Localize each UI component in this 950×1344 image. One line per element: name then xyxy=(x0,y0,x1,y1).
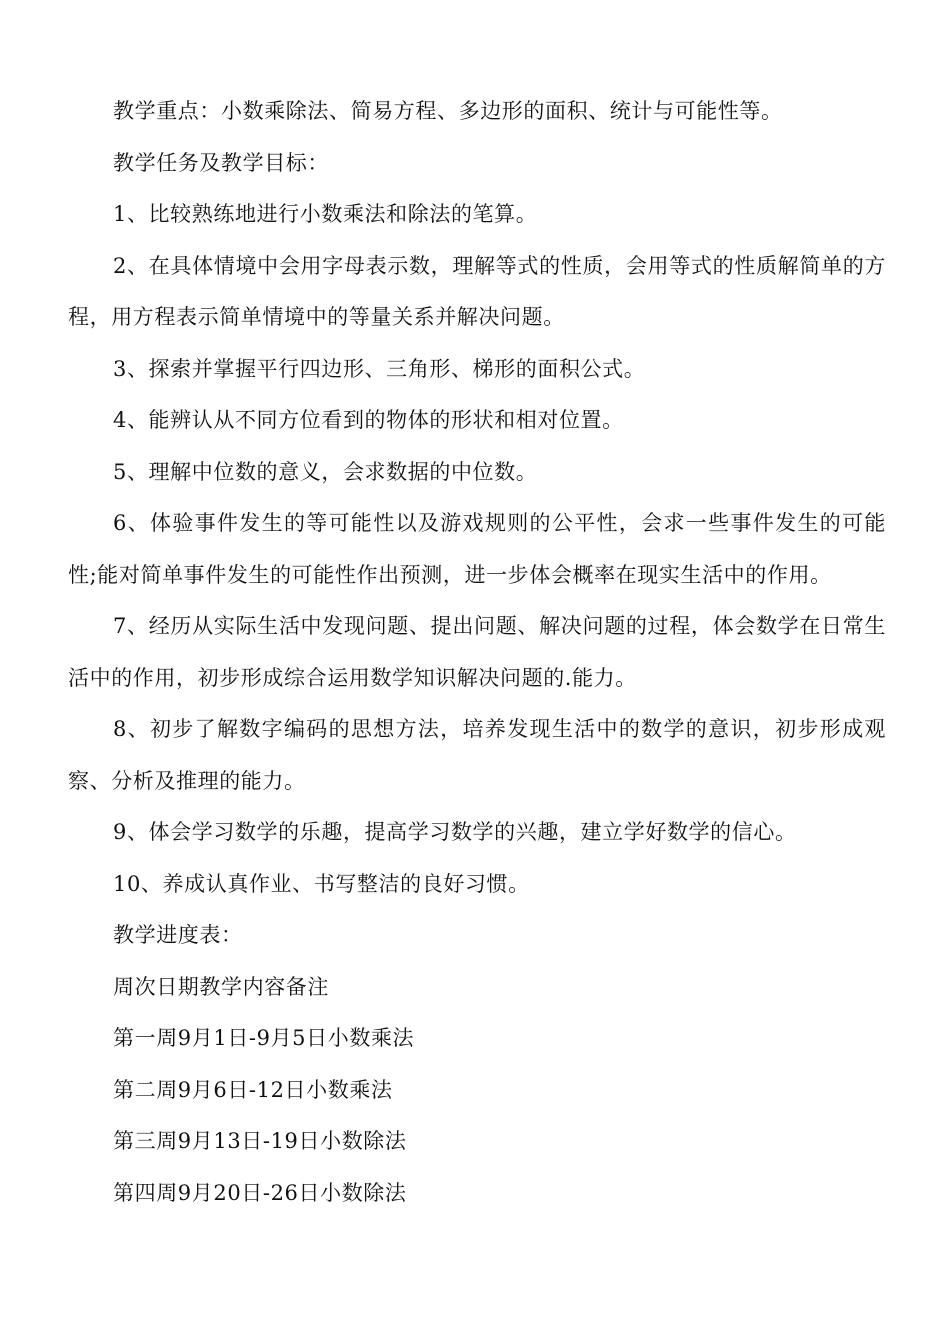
goal-item-7: 7、经历从实际生活中发现问题、提出问题、解决问题的过程，体会数学在日常生活中的作用，初步形成综合运用数学知识解决问题的.能力。 xyxy=(68,614,886,690)
goal-item-6: 6、体验事件发生的等可能性以及游戏规则的公平性，会求一些事件发生的可能性;能对简单事件发生的可能性作出预测，进一步体会概率在现实生活中的作用。 xyxy=(68,511,886,587)
schedule-row-week-2: 第二周9月6日-12日小数乘法 xyxy=(113,1077,393,1102)
schedule-row-week-4: 第四周9月20日-26日小数除法 xyxy=(113,1180,407,1205)
goal-item-10: 10、养成认真作业、书写整洁的良好习惯。 xyxy=(113,871,530,896)
schedule-row-week-3: 第三周9月13日-19日小数除法 xyxy=(113,1129,407,1153)
goal-item-8: 8、初步了解数字编码的思想方法，培养发现生活中的数学的意识，初步形成观察、分析及推理的能力。 xyxy=(68,717,886,793)
goal-item-2: 2、在具体情境中会用字母表示数，理解等式的性质，会用等式的性质解简单的方程，用方程表示简单情境中的等量关系并解决问题。 xyxy=(68,253,886,329)
teaching-goals-heading: 教学任务及教学目标： xyxy=(113,150,329,175)
schedule-header-row: 周次日期教学内容备注 xyxy=(113,974,329,999)
goal-item-5: 5、理解中位数的意义，会求数据的中位数。 xyxy=(113,459,538,484)
goal-item-4: 4、能辨认从不同方位看到的物体的形状和相对位置。 xyxy=(113,408,624,432)
schedule-heading: 教学进度表： xyxy=(113,923,243,947)
teaching-focus-paragraph: 教学重点：小数乘除法、简易方程、多边形的面积、统计与可能性等。 xyxy=(113,99,783,123)
schedule-row-week-1: 第一周9月1日-9月5日小数乘法 xyxy=(113,1026,415,1050)
goal-item-1: 1、比较熟练地进行小数乘法和除法的笔算。 xyxy=(113,202,538,226)
document-body xyxy=(68,86,886,1219)
goal-item-9: 9、体会学习数学的乐趣，提高学习数学的兴趣，建立学好数学的信心。 xyxy=(113,820,797,844)
goal-item-3: 3、探索并掌握平行四边形、三角形、梯形的面积公式。 xyxy=(113,356,646,381)
